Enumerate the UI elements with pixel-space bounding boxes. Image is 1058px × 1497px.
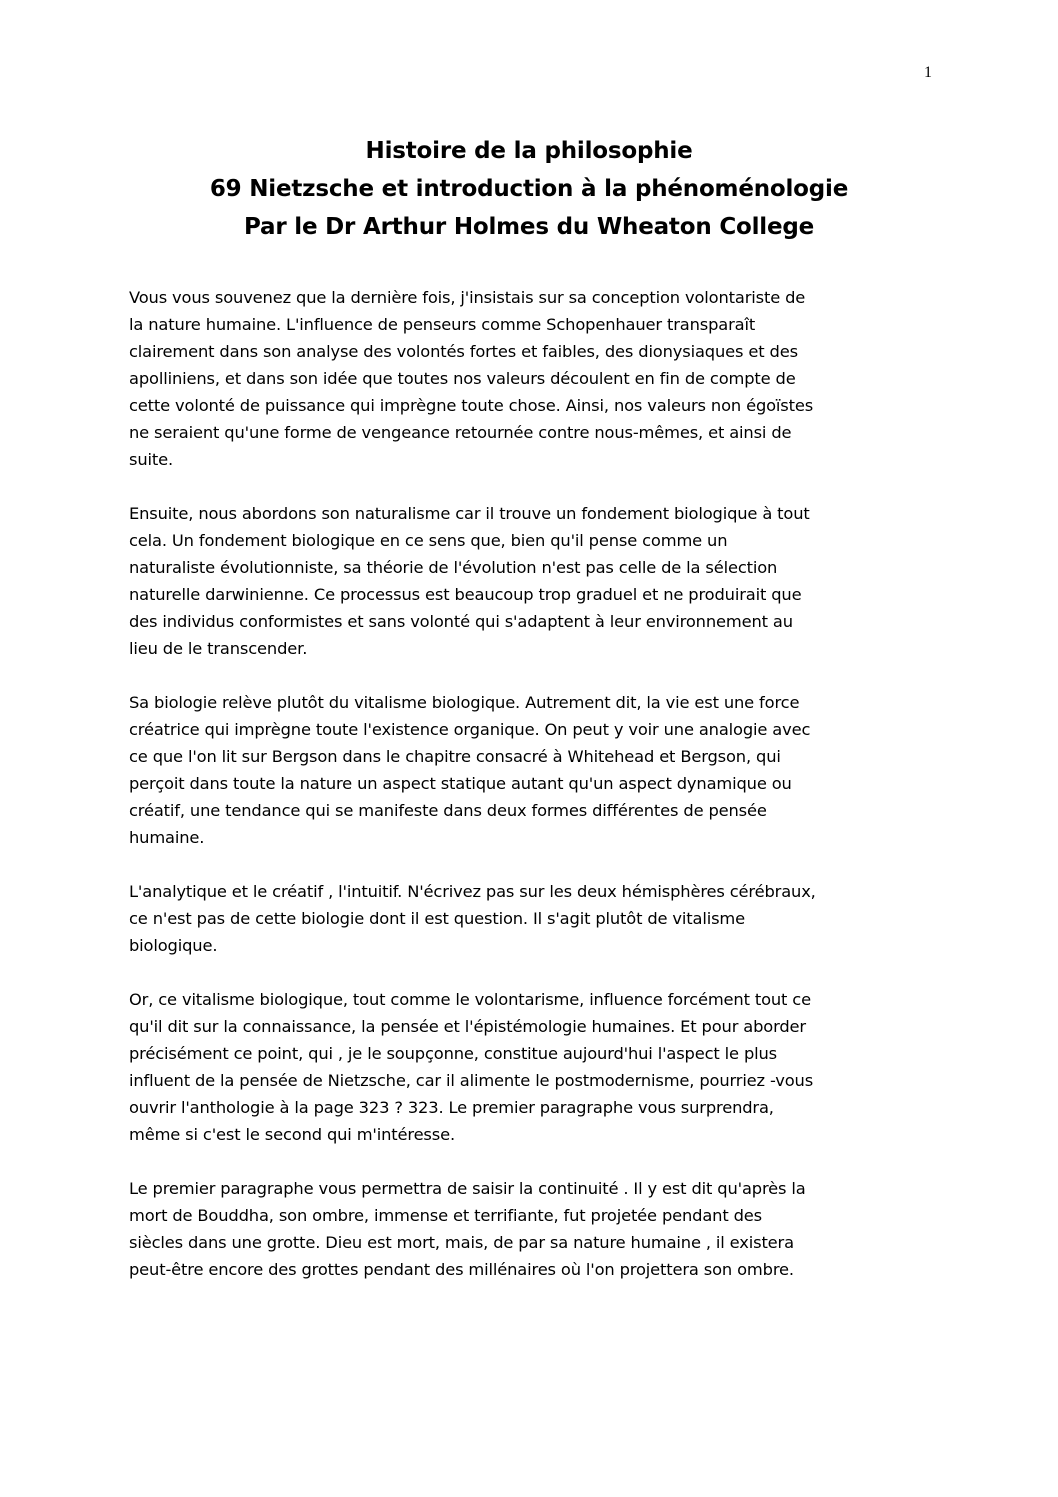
text-line: Le premier paragraphe vous permettra de saisir la continuité . Il y est dit qu'après la [129,1179,806,1198]
text-line: Ensuite, nous abordons son naturalisme car il trouve un fondement biologique à tout [129,504,810,523]
text-line: humaine. [129,828,205,847]
text-line: siècles dans une grotte. Dieu est mort, mais, de par sa nature humaine , il existera [129,1233,794,1252]
text-line: naturaliste évolutionniste, sa théorie de l'évolution n'est pas celle de la sélection [129,558,778,577]
text-line: influent de la pensée de Nietzsche, car il alimente le postmodernisme, pourriez -vous [129,1071,814,1090]
text-line: cela. Un fondement biologique en ce sens que, bien qu'il pense comme un [129,531,728,550]
text-line: ne seraient qu'une forme de vengeance retournée contre nous-mêmes, et ainsi de [129,423,792,442]
text-line: lieu de le transcender. [129,639,308,658]
text-line: Sa biologie relève plutôt du vitalisme biologique. Autrement dit, la vie est une force [129,693,800,712]
text-line: ce que l'on lit sur Bergson dans le chapitre consacré à Whitehead et Bergson, qui [129,747,781,766]
document-body [129,284,949,1310]
title-line-3: Par le Dr Arthur Holmes du Wheaton College [243,214,815,240]
text-line: naturelle darwinienne. Ce processus est beaucoup trop graduel et ne produirait que [129,585,802,604]
title-line-2: 69 Nietzsche et introduction à la phénoménologie [209,176,849,202]
title-line-1: Histoire de la philosophie [365,138,693,164]
paragraph-6 [129,1175,949,1283]
text-line: Vous vous souvenez que la dernière fois, j'insistais sur sa conception volontariste de [129,288,806,307]
paragraph-5 [129,986,949,1148]
text-line: précisément ce point, qui , je le soupçonne, constitue aujourd'hui l'aspect le plus [129,1044,777,1063]
paragraph-2 [129,500,949,662]
text-line: qu'il dit sur la connaissance, la pensée et l'épistémologie humaines. Et pour aborder [129,1017,806,1036]
text-line: créatif, une tendance qui se manifeste dans deux formes différentes de pensée [129,801,767,820]
text-line: mort de Bouddha, son ombre, immense et terrifiante, fut projetée pendant des [129,1206,762,1225]
text-line: ce n'est pas de cette biologie dont il est question. Il s'agit plutôt de vitalisme [129,909,746,928]
page-number: 1 [924,64,932,81]
text-line: suite. [129,450,174,469]
document-title [0,132,1058,246]
paragraph-3 [129,689,949,851]
text-line: apolliniens, et dans son idée que toutes nos valeurs découlent en fin de compte de [129,369,796,388]
text-line: clairement dans son analyse des volontés fortes et faibles, des dionysiaques et des [129,342,798,361]
text-line: perçoit dans toute la nature un aspect statique autant qu'un aspect dynamique ou [129,774,792,793]
text-line: cette volonté de puissance qui imprègne toute chose. Ainsi, nos valeurs non égoïstes [129,396,814,415]
text-line: Or, ce vitalisme biologique, tout comme le volontarisme, influence forcément tout ce [129,990,811,1009]
text-line: biologique. [129,936,218,955]
paragraph-4 [129,878,949,959]
text-line: la nature humaine. L'influence de penseurs comme Schopenhauer transparaît [129,315,756,334]
text-line: peut-être encore des grottes pendant des millénaires où l'on projettera son ombre. [129,1260,794,1279]
text-line: des individus conformistes et sans volonté qui s'adaptent à leur environnement au [129,612,793,631]
text-line: créatrice qui imprègne toute l'existence organique. On peut y voir une analogie avec [129,720,811,739]
text-line: même si c'est le second qui m'intéresse. [129,1125,455,1144]
text-line: ouvrir l'anthologie à la page 323 ? 323. Le premier paragraphe vous surprendra, [129,1098,774,1117]
text-line: L'analytique et le créatif , l'intuitif. N'écrivez pas sur les deux hémisphères cérébraux, [129,882,816,901]
paragraph-1 [129,284,949,473]
